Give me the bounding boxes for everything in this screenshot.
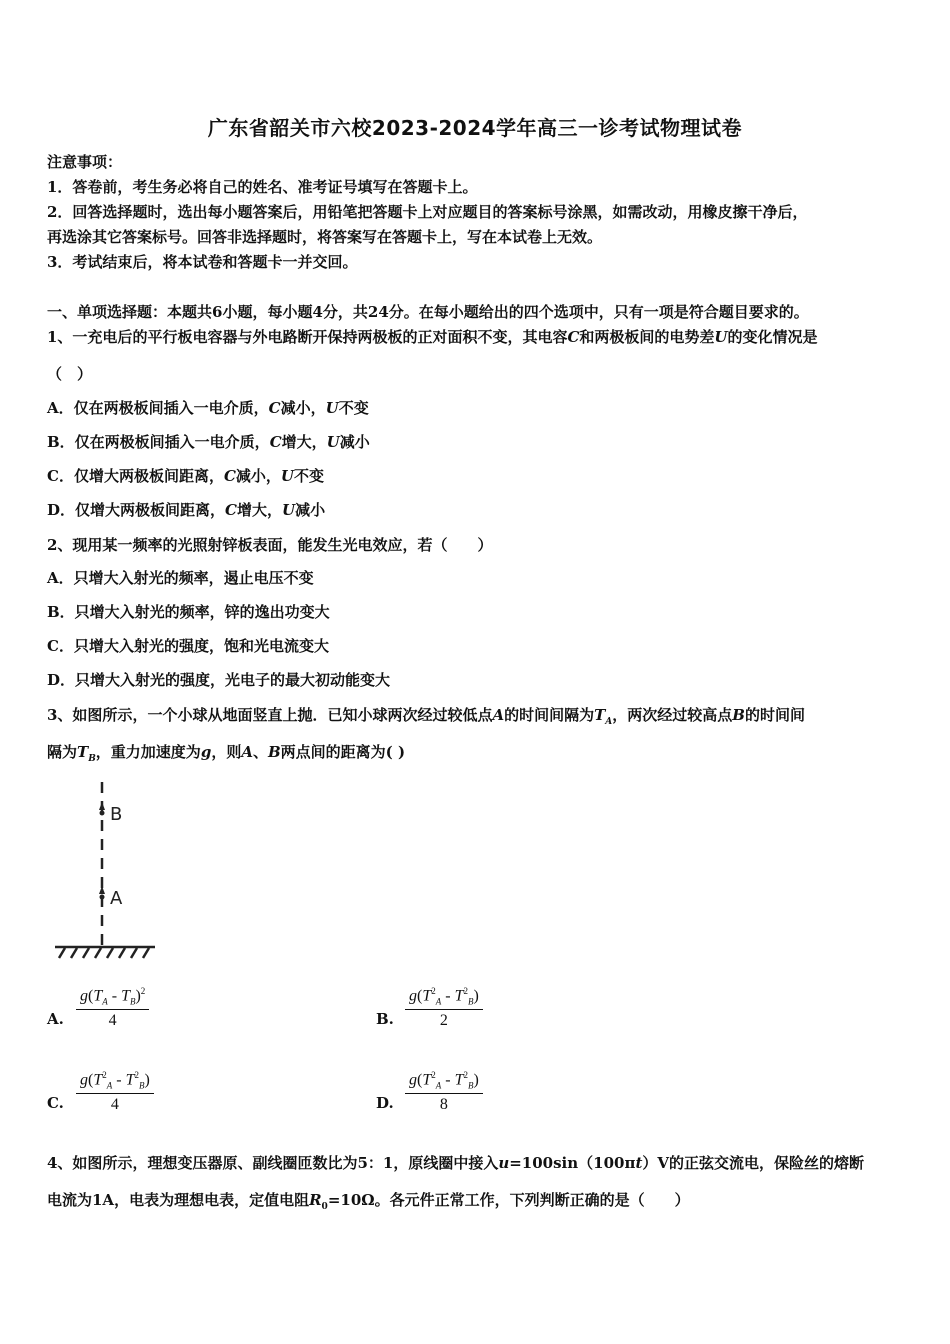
- question-1-option-c[interactable]: C．仅增大两极板间距离，C减小，U不变: [47, 467, 325, 485]
- question-3-option-a-label[interactable]: A.: [47, 1010, 64, 1028]
- notice-item-2: 2．回答选择题时，选出每小题答案后，用铅笔把答题卡上对应题目的答案标号涂黑，如需改动，用橡皮擦干净后，: [47, 203, 808, 221]
- vertical-throw-figure: [45, 780, 165, 965]
- question-4-stem-line2: 电流为1A，电表为理想电表，定值电阻$R_0=10\Omega$。各元件正常工作，下列判断正确的是（ ）: [47, 1191, 690, 1212]
- point-a-label: A: [110, 888, 123, 909]
- notice-item-1: 1．答卷前，考生务必将自己的姓名、准考证号填写在答题卡上。: [47, 178, 478, 196]
- question-3-option-a-formula[interactable]: $\frac{g(T_A - T_B)^2}{4}$: [76, 986, 149, 1030]
- question-1-paren: （ ）: [47, 365, 93, 383]
- question-2-stem: 2、现用某一频率的光照射锌板表面，能发生光电效应，若（ ）: [47, 536, 493, 554]
- point-a-arrow-icon: [99, 886, 105, 894]
- question-3-stem-line1: 3、如图所示，一个小球从地面竖直上抛．已知小球两次经过较低点A的时间间隔为$T_A$，两次经过较高点B的时间间: [47, 706, 805, 727]
- question-2-option-a[interactable]: A．只增大入射光的频率，遏止电压不变: [47, 569, 314, 587]
- point-b-arrow-icon: [99, 802, 105, 810]
- point-b-label: B: [110, 804, 123, 825]
- question-1-option-d[interactable]: D．仅增大两极板间距离，C增大，U减小: [47, 501, 326, 519]
- point-b-marker: [100, 811, 105, 816]
- ground-hatching: [59, 948, 149, 958]
- section-heading: 一、单项选择题：本题共6小题，每小题4分，共24分。在每小题给出的四个选项中，只有一项是符合题目要求的。: [47, 303, 809, 321]
- question-2-option-d[interactable]: D．只增大入射光的强度，光电子的最大初动能变大: [47, 671, 391, 689]
- question-3-option-d-label[interactable]: D.: [376, 1094, 394, 1112]
- point-a-marker: [100, 895, 105, 900]
- question-3-option-c-label[interactable]: C.: [47, 1094, 64, 1112]
- notice-heading: 注意事项：: [47, 153, 123, 171]
- question-3-option-b-label[interactable]: B.: [376, 1010, 394, 1028]
- question-2-option-c[interactable]: C．只增大入射光的强度，饱和光电流变大: [47, 637, 329, 655]
- notice-item-3: 3．考试结束后，将本试卷和答题卡一并交回。: [47, 253, 358, 271]
- question-1-option-a[interactable]: A．仅在两极板间插入一电介质，C减小，U不变: [47, 399, 369, 417]
- question-3-option-b-formula[interactable]: $\frac{g(T^2_A - T^2_B)}{2}$: [405, 986, 483, 1030]
- question-2-option-b[interactable]: B．只增大入射光的频率，锌的逸出功变大: [47, 603, 330, 621]
- question-3-option-d-formula[interactable]: $\frac{g(T^2_A - T^2_B)}{8}$: [405, 1070, 483, 1114]
- notice-item-2-cont: 再选涂其它答案标号。回答非选择题时，将答案写在答题卡上，写在本试卷上无效。: [47, 228, 603, 246]
- question-3-option-c-formula[interactable]: $\frac{g(T^2_A - T^2_B)}{4}$: [76, 1070, 154, 1114]
- question-3-stem-line2: 隔为$T_B$，重力加速度为g，则A、B两点间的距离为( ): [47, 743, 406, 764]
- page-title: 广东省韶关市六校2023-2024学年高三一诊考试物理试卷: [207, 116, 743, 140]
- question-1-option-b[interactable]: B．仅在两极板间插入一电介质，C增大，U减小: [47, 433, 370, 451]
- question-4-stem-line1: 4、如图所示，理想变压器原、副线圈匝数比为5：1，原线圈中接入u=100sin（100πt）V的正弦交流电，保险丝的熔断: [47, 1154, 865, 1172]
- question-1-stem: 1、一充电后的平行板电容器与外电路断开保持两极板的正对面积不变，其电容C和两极板间的电势差U的变化情况是: [47, 328, 818, 346]
